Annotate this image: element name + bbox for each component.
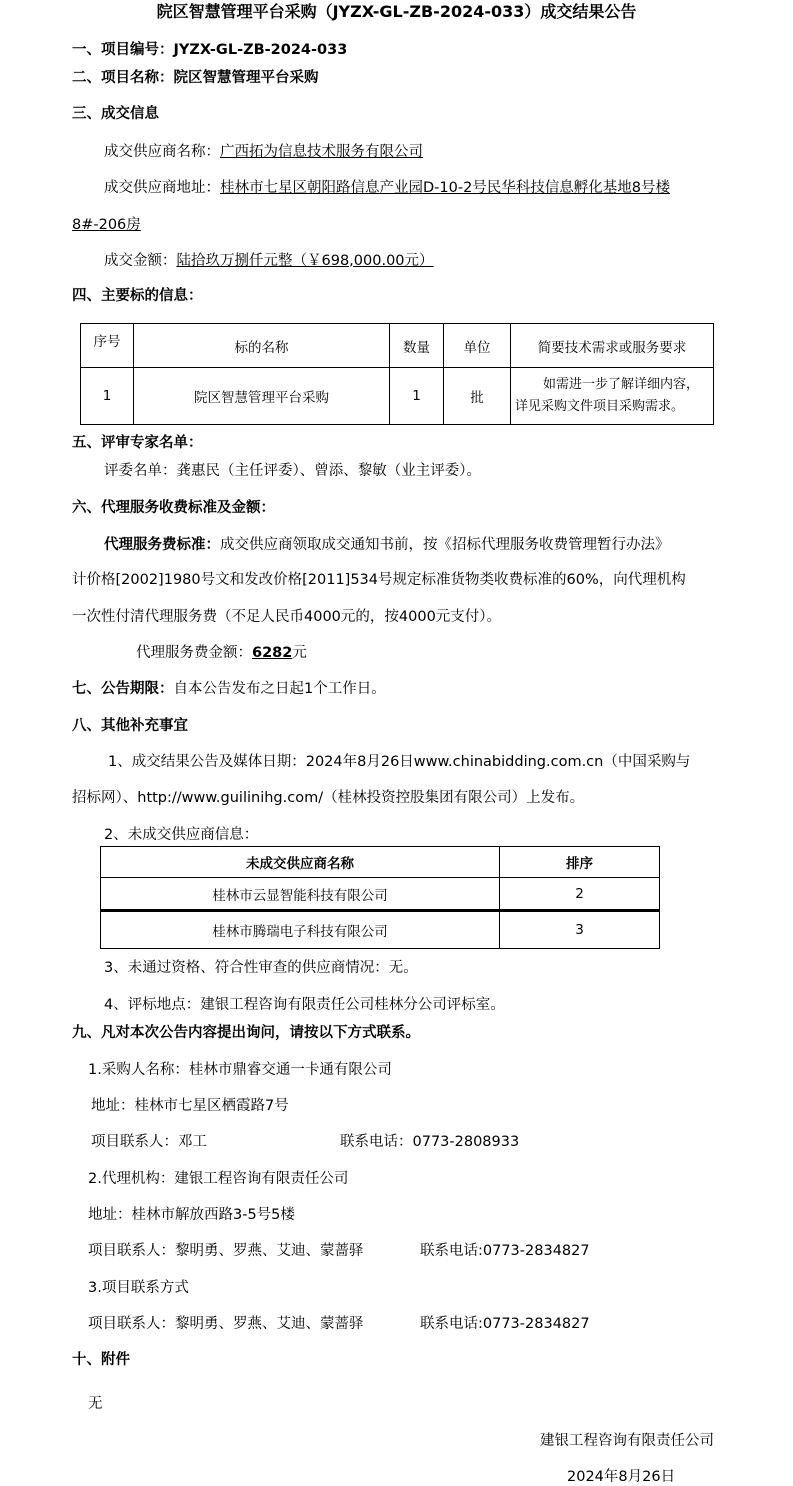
agency-phone: 联系电话:0773-2834827	[420, 1243, 590, 1259]
unsuccessful-suppliers-label: 2、未成交供应商信息：	[104, 827, 259, 843]
purchaser-phone: 联系电话：0773-2808933	[340, 1134, 520, 1150]
section-heading-6: 六、代理服务收费标准及金额：	[72, 500, 275, 516]
notice-period-text: 自本公告发布之日起1个工作日。	[173, 681, 386, 697]
fee-amount-value: 6282	[252, 645, 293, 661]
footer-company: 建银工程咨询有限责任公司	[540, 1433, 714, 1449]
publication-info-cont: 招标网）、http://www.guilinihg.com/（桂林投资控股集团有限公司）上发布。	[72, 790, 585, 806]
project-number-label: 一、项目编号：	[72, 42, 174, 58]
header-cell: 序号	[81, 324, 134, 368]
project-phone: 联系电话:0773-2834827	[420, 1316, 590, 1332]
deal-amount	[104, 252, 434, 270]
cell: 桂林市腾瑞电子科技有限公司	[101, 911, 500, 949]
cell: 2	[500, 878, 660, 911]
agency-name: 2.代理机构：建银工程咨询有限责任公司	[88, 1171, 349, 1187]
failed-review-info: 3、未通过资格、符合性审查的供应商情况：无。	[104, 960, 418, 976]
page-title: 院区智慧管理平台采购（JYZX-GL-ZB-2024-033）成交结果公告	[156, 2, 637, 21]
section-heading-9: 九、凡对本次公告内容提出询问，请按以下方式联系。	[72, 1025, 420, 1041]
project-contact-heading: 3.项目联系方式	[88, 1280, 189, 1296]
supplier-address-value: 桂林市七星区朝阳路信息产业园D-10-2号民华科技信息孵化基地8号楼	[220, 180, 671, 196]
table-row	[101, 878, 660, 911]
supplier-name-label: 成交供应商名称：	[104, 144, 220, 160]
supplier-address	[104, 179, 670, 197]
section-heading-8: 八、其他补充事宜	[72, 718, 188, 734]
supplier-address-label: 成交供应商地址：	[104, 180, 220, 196]
table-row	[101, 911, 660, 949]
fee-standard-text: 成交供应商领取成交通知书前，按《招标代理服务收费管理暂行办法》	[220, 537, 670, 553]
purchaser-name: 1.采购人名称：桂林市鼎睿交通一卡通有限公司	[88, 1062, 392, 1078]
supplier-address-cont: 8#-206房	[72, 217, 141, 233]
deal-amount-label: 成交金额：	[104, 253, 177, 269]
cell: 1	[390, 368, 444, 425]
header-cell: 标的名称	[134, 324, 390, 368]
agency-address: 地址：桂林市解放西路3-5号5楼	[88, 1207, 295, 1223]
expert-list: 评委名单：龚惠民（主任评委）、曾添、黎敏（业主评委）。	[104, 463, 481, 479]
header-cell: 未成交供应商名称	[101, 847, 500, 878]
fee-amount	[136, 644, 307, 662]
fee-standard-label: 代理服务费标准：	[104, 537, 220, 553]
unsuccessful-suppliers-table	[100, 846, 660, 949]
project-contact: 项目联系人：黎明勇、罗燕、艾迪、蒙蔷驿	[88, 1316, 364, 1332]
fee-amount-label: 代理服务费金额：	[136, 645, 252, 661]
fee-amount-unit: 元	[292, 645, 307, 661]
footer-date: 2024年8月26日	[567, 1469, 676, 1485]
evaluation-location: 4、评标地点：建银工程咨询有限责任公司桂林分公司评标室。	[104, 997, 505, 1013]
header-cell: 单位	[444, 324, 511, 368]
section-heading-3: 三、成交信息	[72, 106, 159, 122]
header-cell: 数量	[390, 324, 444, 368]
notice-period-label: 七、公告期限：	[72, 681, 174, 697]
cell: 院区智慧管理平台采购	[134, 368, 390, 425]
project-number-value: JYZX-GL-ZB-2024-033	[173, 42, 348, 58]
cell: 如需进一步了解详细内容，详见采购文件项目采购需求。	[511, 368, 714, 425]
subject-table	[80, 323, 714, 425]
cell: 1	[81, 368, 134, 425]
cell: 批	[444, 368, 511, 425]
supplier-name-value: 广西拓为信息技术服务有限公司	[220, 144, 423, 160]
table-header-row	[101, 847, 660, 878]
publication-info: 1、成交结果公告及媒体日期：2024年8月26日www.chinabidding.com.cn（中国采购与	[108, 754, 691, 770]
deal-amount-value: 陆拾玖万捌仟元整（￥698,000.00元）	[176, 253, 434, 269]
cell: 桂林市云显智能科技有限公司	[101, 878, 500, 911]
project-number	[72, 41, 347, 59]
fee-standard-cont: 一次性付清代理服务费（不足人民币4000元的，按4000元支付）。	[72, 609, 502, 625]
purchaser-address: 地址：桂林市七星区栖霞路7号	[91, 1098, 289, 1114]
section-heading-4: 四、主要标的信息：	[72, 288, 203, 304]
table-row	[81, 368, 714, 425]
header-cell: 简要技术需求或服务要求	[511, 324, 714, 368]
table-header-row	[81, 324, 714, 368]
purchaser-contact: 项目联系人：邓工	[91, 1134, 207, 1150]
section-heading-10: 十、附件	[72, 1352, 130, 1368]
section-heading-5: 五、评审专家名单：	[72, 435, 203, 451]
agency-contact: 项目联系人：黎明勇、罗燕、艾迪、蒙蔷驿	[88, 1243, 364, 1259]
fee-standard-cont: 计价格[2002]1980号文和发改价格[2011]534号规定标准货物类收费标准的60%，向代理机构	[72, 572, 686, 588]
supplier-name	[104, 143, 423, 161]
attachment-text: 无	[88, 1396, 103, 1412]
notice-period	[72, 680, 386, 698]
project-name-value: 院区智慧管理平台采购	[173, 70, 319, 86]
cell: 3	[500, 911, 660, 949]
project-name-label: 二、项目名称：	[72, 70, 174, 86]
header-cell: 排序	[500, 847, 660, 878]
project-name	[72, 69, 319, 87]
fee-standard	[104, 536, 670, 554]
